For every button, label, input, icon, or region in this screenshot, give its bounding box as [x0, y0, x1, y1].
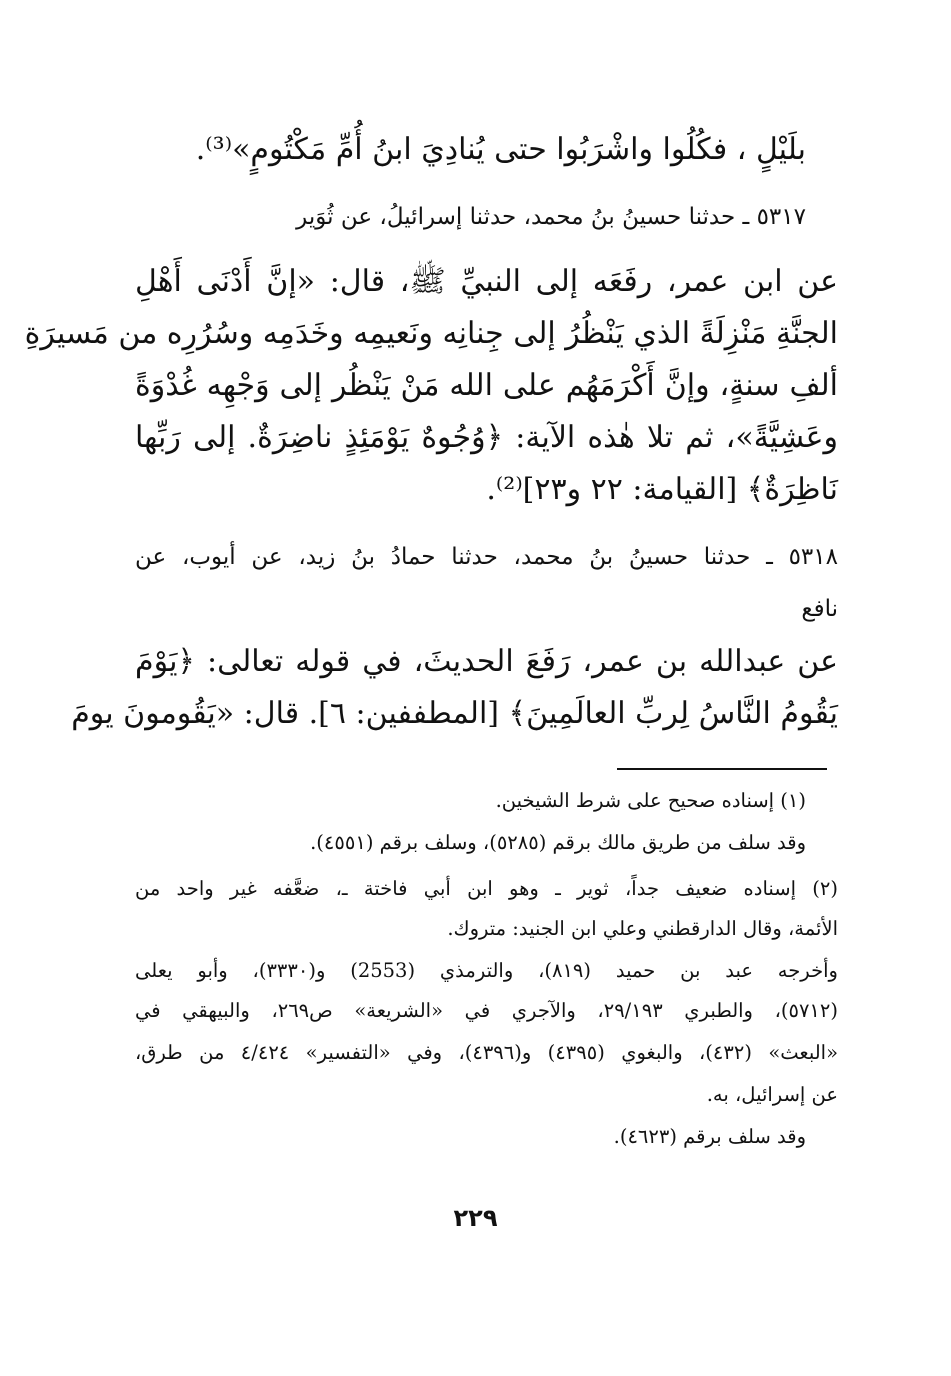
footnote-1: (١) إسناده صحيح على شرط الشيخين. — [495, 789, 806, 812]
main-text-line-11: يَقُومُ النَّاسُ لِربِّ العالَمِينَ﴾ [المطففين: ٦]. قال: «يَقُومونَ يومَ — [71, 696, 838, 731]
main-text-line-4: الجنَّةِ مَنْزِلَةً الذي يَنْظُرُ إلى جِنانِه ونَعيمِه وخَدَمِه وسُرُرِه من مَسيرَةِ — [24, 316, 838, 351]
main-text-line-6: وعَشِيَّةً»، ثم تلا هٰذه الآية: ﴿وُجُوهٌ يَوْمَئِذٍ ناضِرَةٌ. إلى رَبِّها — [135, 420, 838, 455]
footnote-1-cont: وقد سلف من طريق مالك برقم (٥٢٨٥)، وسلف برقم (٤٥٥١). — [310, 831, 806, 854]
main-text-line-10: عن عبدالله بن عمر، رَفَعَ الحديثَ، في قوله تعالى: ﴿يَوْمَ — [135, 644, 838, 679]
main-text-line-1: بلَيْلٍ ، فكُلُوا واشْرَبُوا حتى يُنادِيَ ابنُ أُمِّ مَكْتُومٍ»⁽³⁾. — [195, 132, 806, 167]
footnote-2: (٢) إسناده ضعيف جداً، ثوير ـ وهو ابن أبي فاختة ـ، ضعَّفه غير واحد من — [135, 877, 838, 900]
main-text-line-3: عن ابن عمر، رفَعَه إلى النبيِّ ﷺ، قال: «إنَّ أَدْنَى أَهْلِ — [135, 264, 838, 299]
main-text-line-5: ألفِ سنةٍ، وإنَّ أَكْرَمَهُم على الله مَنْ يَنْظُر إلى وَجْهِه غُدْوَةً — [135, 368, 838, 403]
hadith-5317-chain: ٥٣١٧ ـ حدثنا حسينُ بنُ محمد، حدثنا إسرائيلُ، عن ثُوَير — [296, 204, 806, 230]
footnote-separator — [617, 768, 827, 770]
footnote-2-line-2: الأئمة، وقال الدارقطني وعلي ابن الجنيد: متروك. — [447, 917, 838, 940]
footnote-2-line-5: «البعث» (٤٣٢)، والبغوي (٤٣٩٥) و(٤٣٩٦)، وفي «التفسير» ٤/٤٢٤ من طرق، — [135, 1041, 839, 1064]
main-text-line-7: نَاظِرَةٌ﴾ [القيامة: ٢٢ و٢٣]⁽²⁾. — [486, 472, 838, 507]
footnote-2-line-4: (٥٧١٢)، والطبري ٢٩/١٩٣، والآجري في «الشريعة» ص٢٦٩، والبيهقي في — [135, 999, 838, 1022]
hadith-5318-chain-end: نافع — [801, 596, 838, 622]
footnote-2-line-7: وقد سلف برقم (٤٦٢٣). — [613, 1125, 806, 1148]
hadith-5318-chain: ٥٣١٨ ـ حدثنا حسينُ بنُ محمد، حدثنا حمادُ بنُ زيد، عن أيوب، عن — [135, 544, 838, 570]
footnote-2-line-6: عن إسرائيل، به. — [706, 1083, 838, 1106]
page-number: ٢٢٩ — [453, 1204, 498, 1232]
footnote-2-line-3: وأخرجه عبد بن حميد (٨١٩)، والترمذي (2553) و(٣٣٣٠)، وأبو يعلى — [135, 959, 838, 982]
